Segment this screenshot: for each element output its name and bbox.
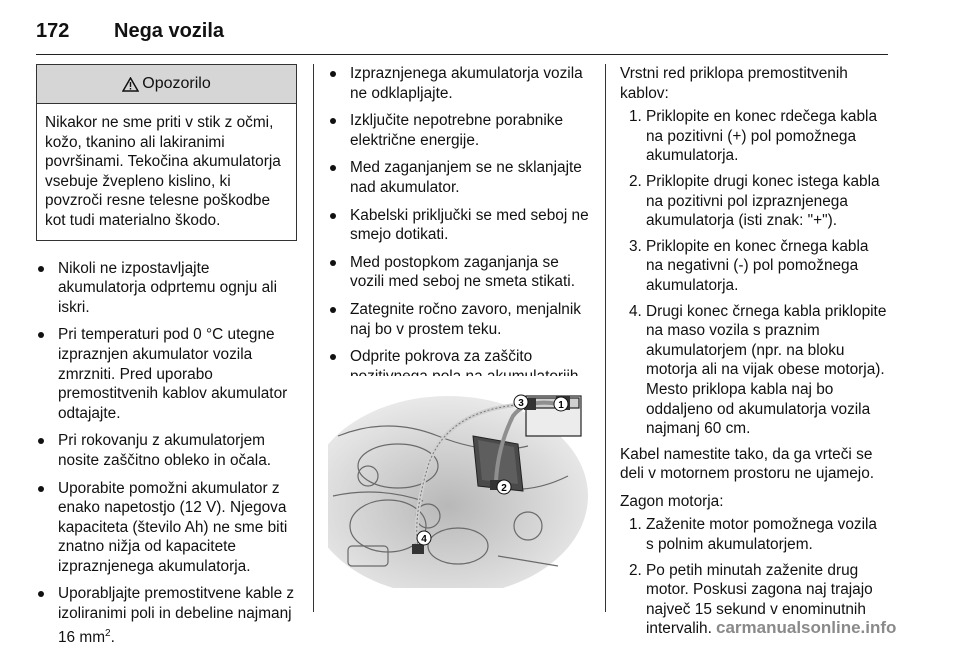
step-text: Zaženite motor pomožnega vozila s polnim akumulatorjem. xyxy=(646,516,877,554)
list-item-text: Pri temperaturi pod 0 °C utegne izpraznjen akumulator vozila zmrzniti. Pred uporabo premostitvenih kablov akumulator odtajajte. xyxy=(58,326,288,422)
column-divider xyxy=(605,64,606,612)
list-item xyxy=(36,325,298,423)
list-item xyxy=(328,64,590,103)
warning-body xyxy=(37,104,296,240)
list-item xyxy=(328,158,590,197)
bullet-icon xyxy=(38,591,44,597)
footnote-superscript: 2 xyxy=(105,627,111,639)
callout-2: 2 xyxy=(501,483,507,494)
list-item xyxy=(36,431,298,470)
bullet-icon xyxy=(330,354,336,360)
connection-steps xyxy=(620,107,888,439)
connection-intro: Vrstni red priklopa premostitvenih kablov: xyxy=(620,65,848,102)
list-item xyxy=(328,206,590,245)
preparation-list xyxy=(328,64,590,406)
list-item-text: Izpraznjenega akumulatorja vozila ne odklapljajte. xyxy=(350,65,583,102)
step-number: 2. xyxy=(629,561,642,579)
engine-bay-drawing xyxy=(328,376,590,588)
step-number: 4. xyxy=(629,302,642,320)
start-title: Zagon motorja: xyxy=(620,492,724,510)
safety-list xyxy=(36,259,298,648)
watermark: carmanualsonline.info xyxy=(716,618,897,637)
page-header xyxy=(36,16,888,55)
list-item-text: Med postopkom zaganjanja se vozili med seboj ne smeta stikati. xyxy=(350,253,575,291)
list-item xyxy=(620,237,888,296)
period: . xyxy=(110,628,115,646)
warning-title: Opozorilo xyxy=(142,75,211,93)
list-item-text: Uporabljajte premostitvene kable z izoliranimi poli in debeline najmanj 16 mm xyxy=(58,585,295,646)
list-item-text: Zategnite ročno zavoro, menjalnik naj bo v prostem teku. xyxy=(350,300,581,338)
column-3 xyxy=(620,64,888,645)
bullet-icon xyxy=(330,307,336,313)
page-number: 172 xyxy=(36,20,70,42)
bullet-icon xyxy=(330,118,336,124)
list-item xyxy=(620,515,888,554)
list-item xyxy=(328,111,590,150)
jump-start-illustration xyxy=(328,376,590,588)
list-item xyxy=(620,172,888,231)
list-item xyxy=(36,479,298,577)
list-item-text: Med zaganjanjem se ne sklanjajte nad akumulator. xyxy=(350,159,582,196)
warning-box xyxy=(36,64,297,241)
bullet-icon xyxy=(330,71,336,77)
column-divider xyxy=(313,64,314,612)
callout-1: 1 xyxy=(558,400,564,411)
bullet-icon xyxy=(330,213,336,219)
step-number: 1. xyxy=(629,516,642,534)
step-text: Priklopite drugi konec istega kabla na pozitivni pol izpraznjenega akumulatorja (isti znak: "+"). xyxy=(646,172,880,230)
warning-header xyxy=(37,65,296,104)
step-number: 2. xyxy=(629,172,642,190)
list-item xyxy=(328,300,590,339)
bullet-icon xyxy=(38,266,44,272)
list-item-text: Uporabite pomožni akumulator z enako napetostjo (12 V). Njegova kapaciteta (število Ah) ne sme biti znatno nižja od kapacitete izpraznjenega akumulatorja. xyxy=(58,479,288,575)
step-text: Po petih minutah zaženite drug motor. Poskusi zagona naj trajajo največ 15 sekund v enominutnih intervalih. xyxy=(646,561,873,638)
list-item-text: Nikoli ne izpostavljajte akumulatorja odprtemu ognju ali iskri. xyxy=(58,259,278,316)
list-item-text: Odprite pokrova za zaščito xyxy=(350,348,533,366)
list-item xyxy=(36,584,298,647)
column-1 xyxy=(36,64,298,655)
list-item xyxy=(620,302,888,439)
step-number: 3. xyxy=(629,237,642,255)
column-2 xyxy=(328,64,590,414)
cable-note: Kabel namestite tako, da ga vrteči se deli v motornem prostoru ne ujamejo. xyxy=(620,445,875,483)
page-title: Nega vozila xyxy=(114,20,225,42)
list-item-text: Pri rokovanju z akumulatorjem nosite zaščitno obleko in očala. xyxy=(58,432,272,469)
bullet-icon xyxy=(38,332,44,338)
bullet-icon xyxy=(330,260,336,266)
warning-text: Nikakor ne sme priti v stik z očmi, kožo, tkanino ali lakiranimi površinami. Tekočina akumulatorja vsebuje žvepleno kislino, ki povzroči resne telesne poškodbe kot tudi materialno škodo. xyxy=(45,114,281,229)
step-text: Priklopite en konec rdečega kabla na pozitivni (+) pol pomožnega akumulatorja. xyxy=(646,108,878,165)
bullet-icon xyxy=(330,165,336,171)
warning-triangle-icon xyxy=(122,77,139,92)
list-item-text: Kabelski priključki se med seboj ne smejo dotikati. xyxy=(350,206,589,244)
step-text: Drugi konec črnega kabla priklopite na maso vozila s praznim akumulatorjem (npr. na bloku motorja ali na vijak obese motorja). Mesto priklopa kabla naj bo oddaljeno od akumulatorja vozila najmanj 60 cm. xyxy=(646,302,887,438)
callout-4: 4 xyxy=(421,534,427,545)
list-item-text: Izključite nepotrebne porabnike električne energije. xyxy=(350,112,564,149)
list-item xyxy=(620,107,888,166)
step-number: 1. xyxy=(629,108,642,126)
step-text: Priklopite en konec črnega kabla na negativni (-) pol pomožnega akumulatorja. xyxy=(646,237,869,294)
bullet-icon xyxy=(38,438,44,444)
callout-3: 3 xyxy=(518,398,524,409)
list-item xyxy=(36,259,298,318)
bullet-icon xyxy=(38,486,44,492)
list-item xyxy=(328,253,590,292)
